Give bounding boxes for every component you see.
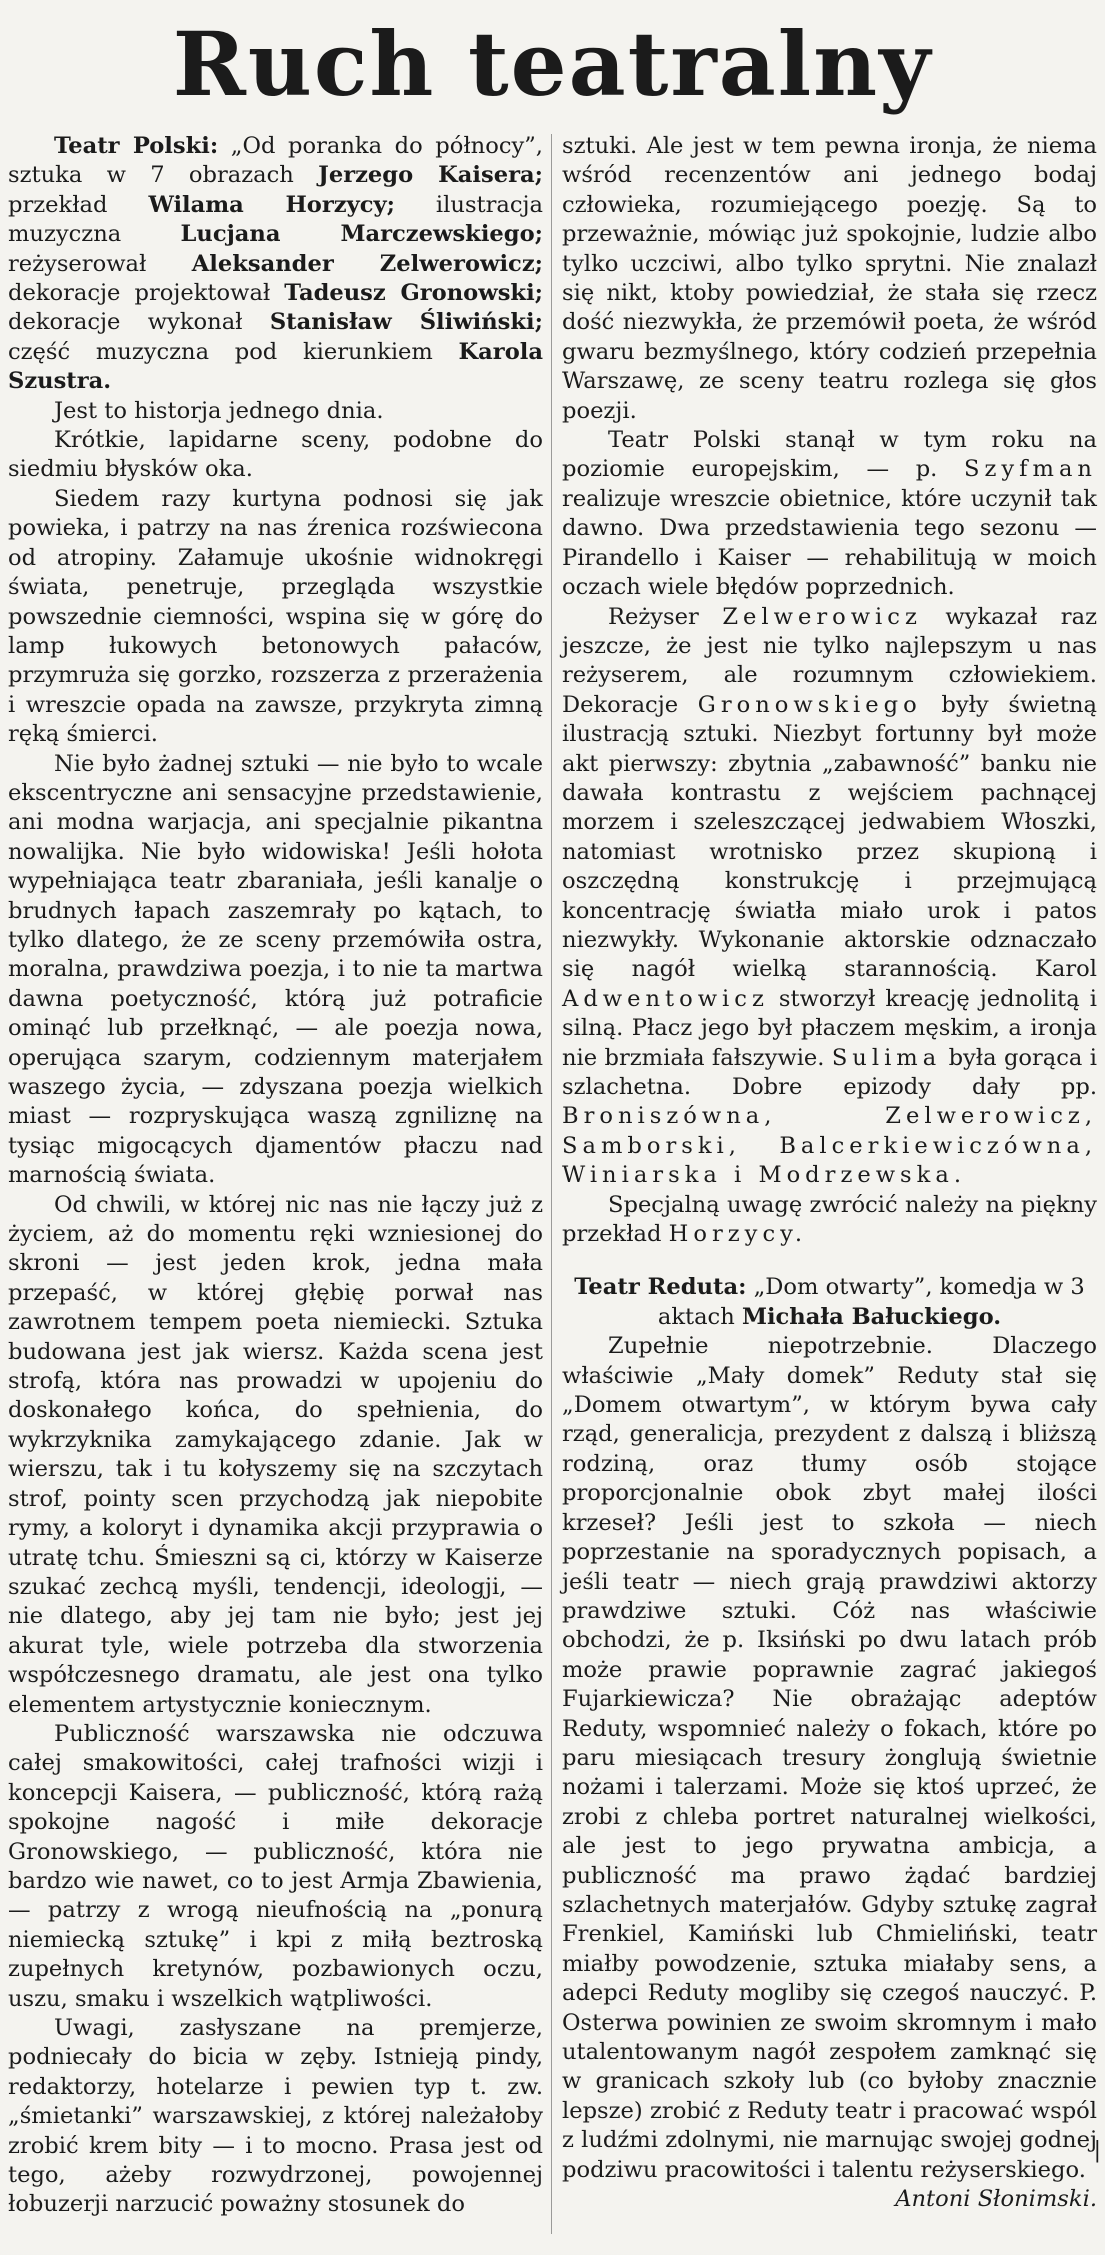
text-run: realizuje wreszcie obietnice, które uczynił tak dawno. Dwa przedstawienia tego sezonu — Pirandello i Kaiser — rehabilitują w moich oczach wiele błędów poprzednich. (562, 485, 1097, 601)
bold-text: Wilama Horzycy; (148, 191, 395, 218)
review-header (562, 1273, 1097, 1332)
text-run: reżyserował (8, 250, 192, 277)
text-run: Nie było żadnej sztuki — nie było to wcale ekscentryczne ani sensacyjne przedstawienie, ani modna warjacja, ani specjalnie pikantna nowalijka. Nie było widowiska! Jeśli hołota wypełniająca teatr zbaraniała, jeśli kanalje o brudnych łapach zaszemrały po kątach, to tylko dlatego, że ze sceny przemówiła ostra, moralna, prawdziwa poezja, i to nie ta martwa dawna poetyczność, którą już potraficie ominąć lub przełknąć, — ale poezja nowa, operująca szarym, codziennym materjałem waszego życia, — zdyszana poezja wielkich miast — rozpryskująca waszą zgniliznę na tysiąc migocących djamentów płaczu nad marnością świata. (8, 750, 543, 1189)
bold-text: Lucjana Marczewskiego; (180, 221, 544, 248)
text-run: stworzył kreację jednolitą i silną. Płacz jego był płaczem męskim, a ironja nie brzmiała fałszywie. (562, 985, 1097, 1071)
paragraph (562, 426, 1097, 602)
review-header (8, 132, 543, 397)
text-run: „Od poranka do północy”, sztuka w 7 obrazach (8, 133, 543, 189)
text-run: Zelwerowicz (722, 603, 922, 630)
text-run: ilustracja muzyczna (8, 191, 544, 248)
text-run: część muzyczna pod kierunkiem (8, 338, 459, 365)
text-run: Krótkie, lapidarne sceny, podobne do siedmiu błysków oka. (8, 427, 543, 483)
paragraph (562, 1332, 1097, 2185)
paragraph (8, 2014, 543, 2220)
spacer (562, 1249, 1097, 1273)
text-run: przekład (8, 191, 149, 218)
bold-text: Tadeusz Gronowski; (284, 280, 543, 307)
bold-text: Aleksander Zelwerowicz; (191, 250, 543, 277)
column-divider (551, 134, 552, 2234)
text-run: Jest to historja jednego dnia. (54, 397, 384, 424)
text-run: dekoracje wykonał (8, 309, 270, 336)
text-run: Od chwili, w której nic nas nie łączy już z życiem, aż do momentu ręki wzniesionej do skroni — jest jeden krok, jedna mała przepaść, w której głębię porwał nas zawrotnem tempem poeta niemiecki. Sztuka budowana jest jak wiersz. Każda scena jest strofą, która nas prowadzi w upojeniu do doskonałego końca, do spełnienia, do wykrzyknika zamykającego zdanie. Jak w wierszu, tak i tu kołyszemy się na szczytach strof, pointy scen przychodzą jak niepobite rymy, a koloryt i dynamika akcji przyprawia o utratę tchu. Śmieszni są ci, którzy w Kaiserze szukać zechcą myśli, tendencji, ideologji, — nie dlatego, aby jej tam nie było; jest jej akurat tyle, wiele potrzeba dla stworzenia współczesnego dramatu, ale jest ona tylko elementem artystycznie koniecznym. (8, 1191, 543, 1718)
bold-text: Jerzego Kaisera; (318, 162, 543, 189)
text-run: sztuki. Ale jest w tem pewna ironja, że niema wśród recenzentów ani jednego bodaj człowieka, rozumiejącego poezję. Są to przeważnie, mówiąc już spokojnie, ludzie albo tylko uczciwi, albo tylko sprytni. Nie znalazł się nikt, ktoby powiedział, że stała się rzecz dość niezwykła, że przemówił poeta, że wśród gwaru bezmyślnego, który codzień przepełnia Warszawę, ze sceny teatru rozlega się głos poezji. (562, 133, 1097, 424)
text-run: Horzycy. (668, 1221, 808, 1248)
bold-text: Stanisław Śliwiński; (269, 309, 543, 336)
text-run: Zupełnie niepotrzebnie. Dlaczego właściwie „Mały domek” Reduty stał się „Domem otwartym”, w którym bywa cały rząd, generalicja, prezydent z dalszą i bliższą rodziną, oraz tłumy osób stojące proporcjonalnie obok zbyt małej ilości krzeseł? Jeśli jest to szkoła — niech poprzestanie na sporadycznych popisach, a jeśli teatr — niech grają prawdziwi aktorzy prawdziwe sztuki. Cóż nas właściwie obchodzi, że p. Iksiński po dwu latach prób może prawie poprawnie zagrać jakiegoś Fujarkiewicza? Nie obrażając adeptów Reduty, wspomnieć należy o fokach, które po paru miesiącach tresury żonglują świetnie nożami i talerzami. Może się ktoś uprzeć, że zrobi z chleba portret naturalnej wielkości, ale jest to jego prywatna ambicja, a publiczność ma prawo żądać bardziej szlachetnych materjałów. Gdyby sztukę zagrał Frenkiel, Kamiński lub Chmieliński, teatr miałby powodzenie, sztuka miałaby sens, a adepci Reduty mogliby się czegoś nauczyć. P. Osterwa powinien ze swoim skromnym i mało utalentowanym nagół zespołem zamknąć się w granicach szkoły lub (co byłoby znacznie lepsze) zrobić z Reduty teatr i pracować wspól z ludźmi zdolnymi, nie marnując swojej godnej podziwu pracowitości i talentu reżyserskiego. (562, 1333, 1097, 2183)
edge-mark: | (1093, 2138, 1101, 2163)
paragraph-continued (562, 132, 1097, 426)
text-run: Siedem razy kurtyna podnosi się jak powieka, i patrzy na nas źrenica rozświecona od atropiny. Załamuje ukośnie widnokręgi świata, penetruje, przegląda wszystkie powszednie ciemności, wspina się w górę do lamp łukowych betonowych pałaców, przymruża się gorzko, rozszerza z przerażenia i wreszcie opada na zawsze, przykryta zimną ręką śmierci. (8, 485, 543, 748)
paragraph (8, 485, 543, 750)
bold-text: Karola Szustra. (8, 338, 543, 395)
paragraph (562, 1191, 1097, 1250)
text-run: były świetną ilustracją sztuki. Niezbyt fortunny był może akt pierwszy: zbytnia „zabawność” banku nie dawała kontrastu z wejściem pachnącej morzem i szeleszczącej jedwabiem Włoszki, natomiast wrotnisko przez skupioną i oszczędną konstrukcję i przejmującą koncentrację światła miało urok i patos niezwykły. Wykonanie aktorskie odznaczało się nagół wielką starannością. Karol (562, 691, 1098, 983)
text-run: Uwagi, zasłyszane na premjerze, podniecały do bicia w zęby. Istnieją pindy, redaktorzy, hotelarze i pewien typ t. zw. „śmietanki” warszawskiej, z której należałoby zrobić krem bity — i to mocno. Prasa jest od tego, ażeby rozwydrzonej, powojennej łobuzerji narzucić poważny stosunek do (8, 2015, 543, 2218)
text-run: dekoracje projektował (8, 280, 285, 307)
text-run: Sulima (831, 1044, 942, 1071)
text-run: była gorąca i szlachetna. Dobre epizody dały pp. (562, 1044, 1097, 1100)
author-signature: Antoni Słonimski. (895, 2186, 1097, 2213)
text-run: Reżyser (608, 603, 723, 630)
text-run: Szyfman (964, 456, 1097, 483)
text-run: Publiczność warszawska nie odczuwa całej smakowitości, całej trafności wizji i koncepcji Kaisera, — publiczność, którą rażą spokojne nagość i miłe dekoracje Gronowskiego, — publiczność, która nie bardzo wie nawet, co to jest Armja Zbawienia, — patrzy z wrogą nieufnością na „ponurą niemiecką sztukę” i kpi z miłą beztroską zupełnych kretynów, pozbawionych oczu, uszu, smaku i wszelkich wątpliwości. (8, 1720, 543, 2012)
text-run: Broniszówna, Zelwerowicz, Samborski, Balcerkiewiczówna, Winiarska i Modrzewska. (562, 1103, 1097, 1189)
text-run: wykazał raz jeszcze, że jest nie tylko najlepszym u nas reżyserem, ale rozumnym człowiekiem. Dekoracje (562, 603, 1097, 718)
text-run: „Dom otwarty”, komedja w 3 aktach (657, 1274, 1085, 1330)
text-run: Specjalną uwagę zwrócić należy na piękny przekład (562, 1191, 1097, 1248)
bold-text: Teatr Polski: (54, 133, 219, 159)
right-column (562, 132, 1097, 2214)
left-column (8, 132, 543, 2220)
paragraph (562, 603, 1097, 1191)
paragraph (8, 750, 543, 1191)
paragraph (8, 1191, 543, 1720)
text-run: Teatr Polski stanął w tym roku na poziomie europejskim, — p. (562, 427, 1097, 483)
text-run: Gronowskiego (697, 691, 922, 718)
paragraph (8, 1720, 543, 2014)
paragraph (8, 426, 543, 485)
bold-text: Teatr Reduta: (574, 1274, 747, 1301)
page-title: Ruch teatralny (172, 12, 933, 116)
bold-text: Michała Bałuckiego. (741, 1303, 1002, 1330)
paragraph (8, 397, 543, 426)
text-run: Adwentowicz (562, 985, 769, 1012)
